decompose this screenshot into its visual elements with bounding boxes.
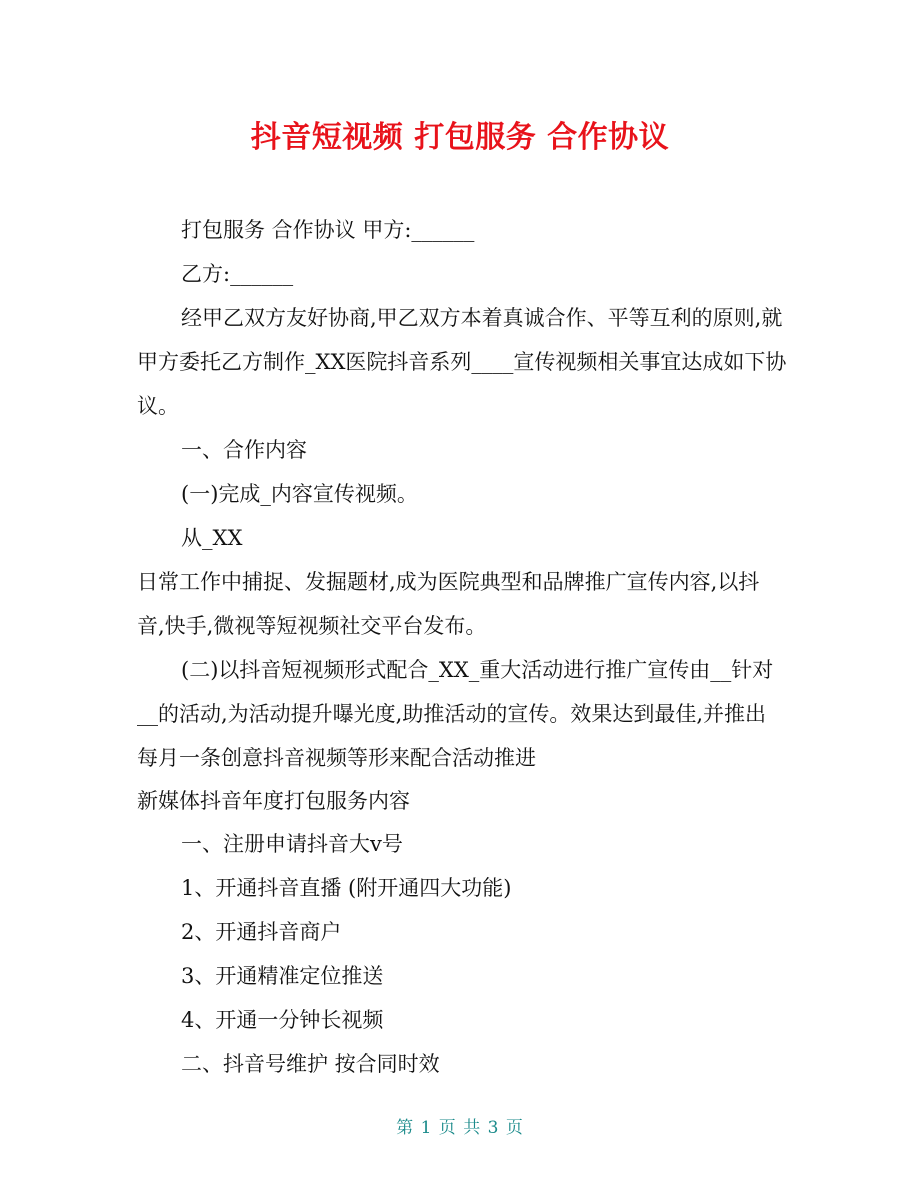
document-title: 抖音短视频 打包服务 合作协议	[250, 120, 670, 155]
paragraph-preamble: 经甲乙双方友好协商,甲乙双方本着真诚合作、平等互利的原则,就甲方委托乙方制作_XX医院抖音系列____宣传视频相关事宜达成如下协议。	[137, 306, 787, 418]
heading-cooperation-content: 一、合作内容	[181, 438, 307, 462]
list-item-live: 1、开通抖音直播 (附开通四大功能)	[181, 876, 512, 900]
paragraph-item-1: (一)完成_内容宣传视频。	[181, 482, 418, 506]
list-item-location: 3、开通精准定位推送	[181, 964, 384, 988]
document-body	[137, 208, 787, 1086]
paragraph-parties-a: 打包服务 合作协议 甲方:______	[181, 218, 475, 242]
page-footer: 第 1 页 共 3 页	[396, 1118, 524, 1138]
paragraph-item-2: (二)以抖音短视频形式配合_XX_重大活动进行推广宣传由__针对__的活动,为活动提升曝光度,助推活动的宣传。效果达到最佳,并推出每月一条创意抖音视频等形来配合活动推进	[137, 658, 774, 770]
heading-account-maintenance: 二、抖音号维护 按合同时效	[181, 1052, 440, 1076]
list-item-long-video: 4、开通一分钟长视频	[181, 1008, 384, 1032]
heading-register-account: 一、注册申请抖音大v号	[181, 832, 403, 856]
paragraph-parties-b: 乙方:______	[181, 262, 294, 286]
paragraph-from: 从_XX	[181, 526, 243, 550]
heading-annual-package: 新媒体抖音年度打包服务内容	[137, 789, 410, 813]
list-item-merchant: 2、开通抖音商户	[181, 920, 342, 944]
paragraph-daily-work: 日常工作中捕捉、发掘题材,成为医院典型和品牌推广宣传内容,以抖音,快手,微视等短视频社交平台发布。	[137, 570, 760, 638]
